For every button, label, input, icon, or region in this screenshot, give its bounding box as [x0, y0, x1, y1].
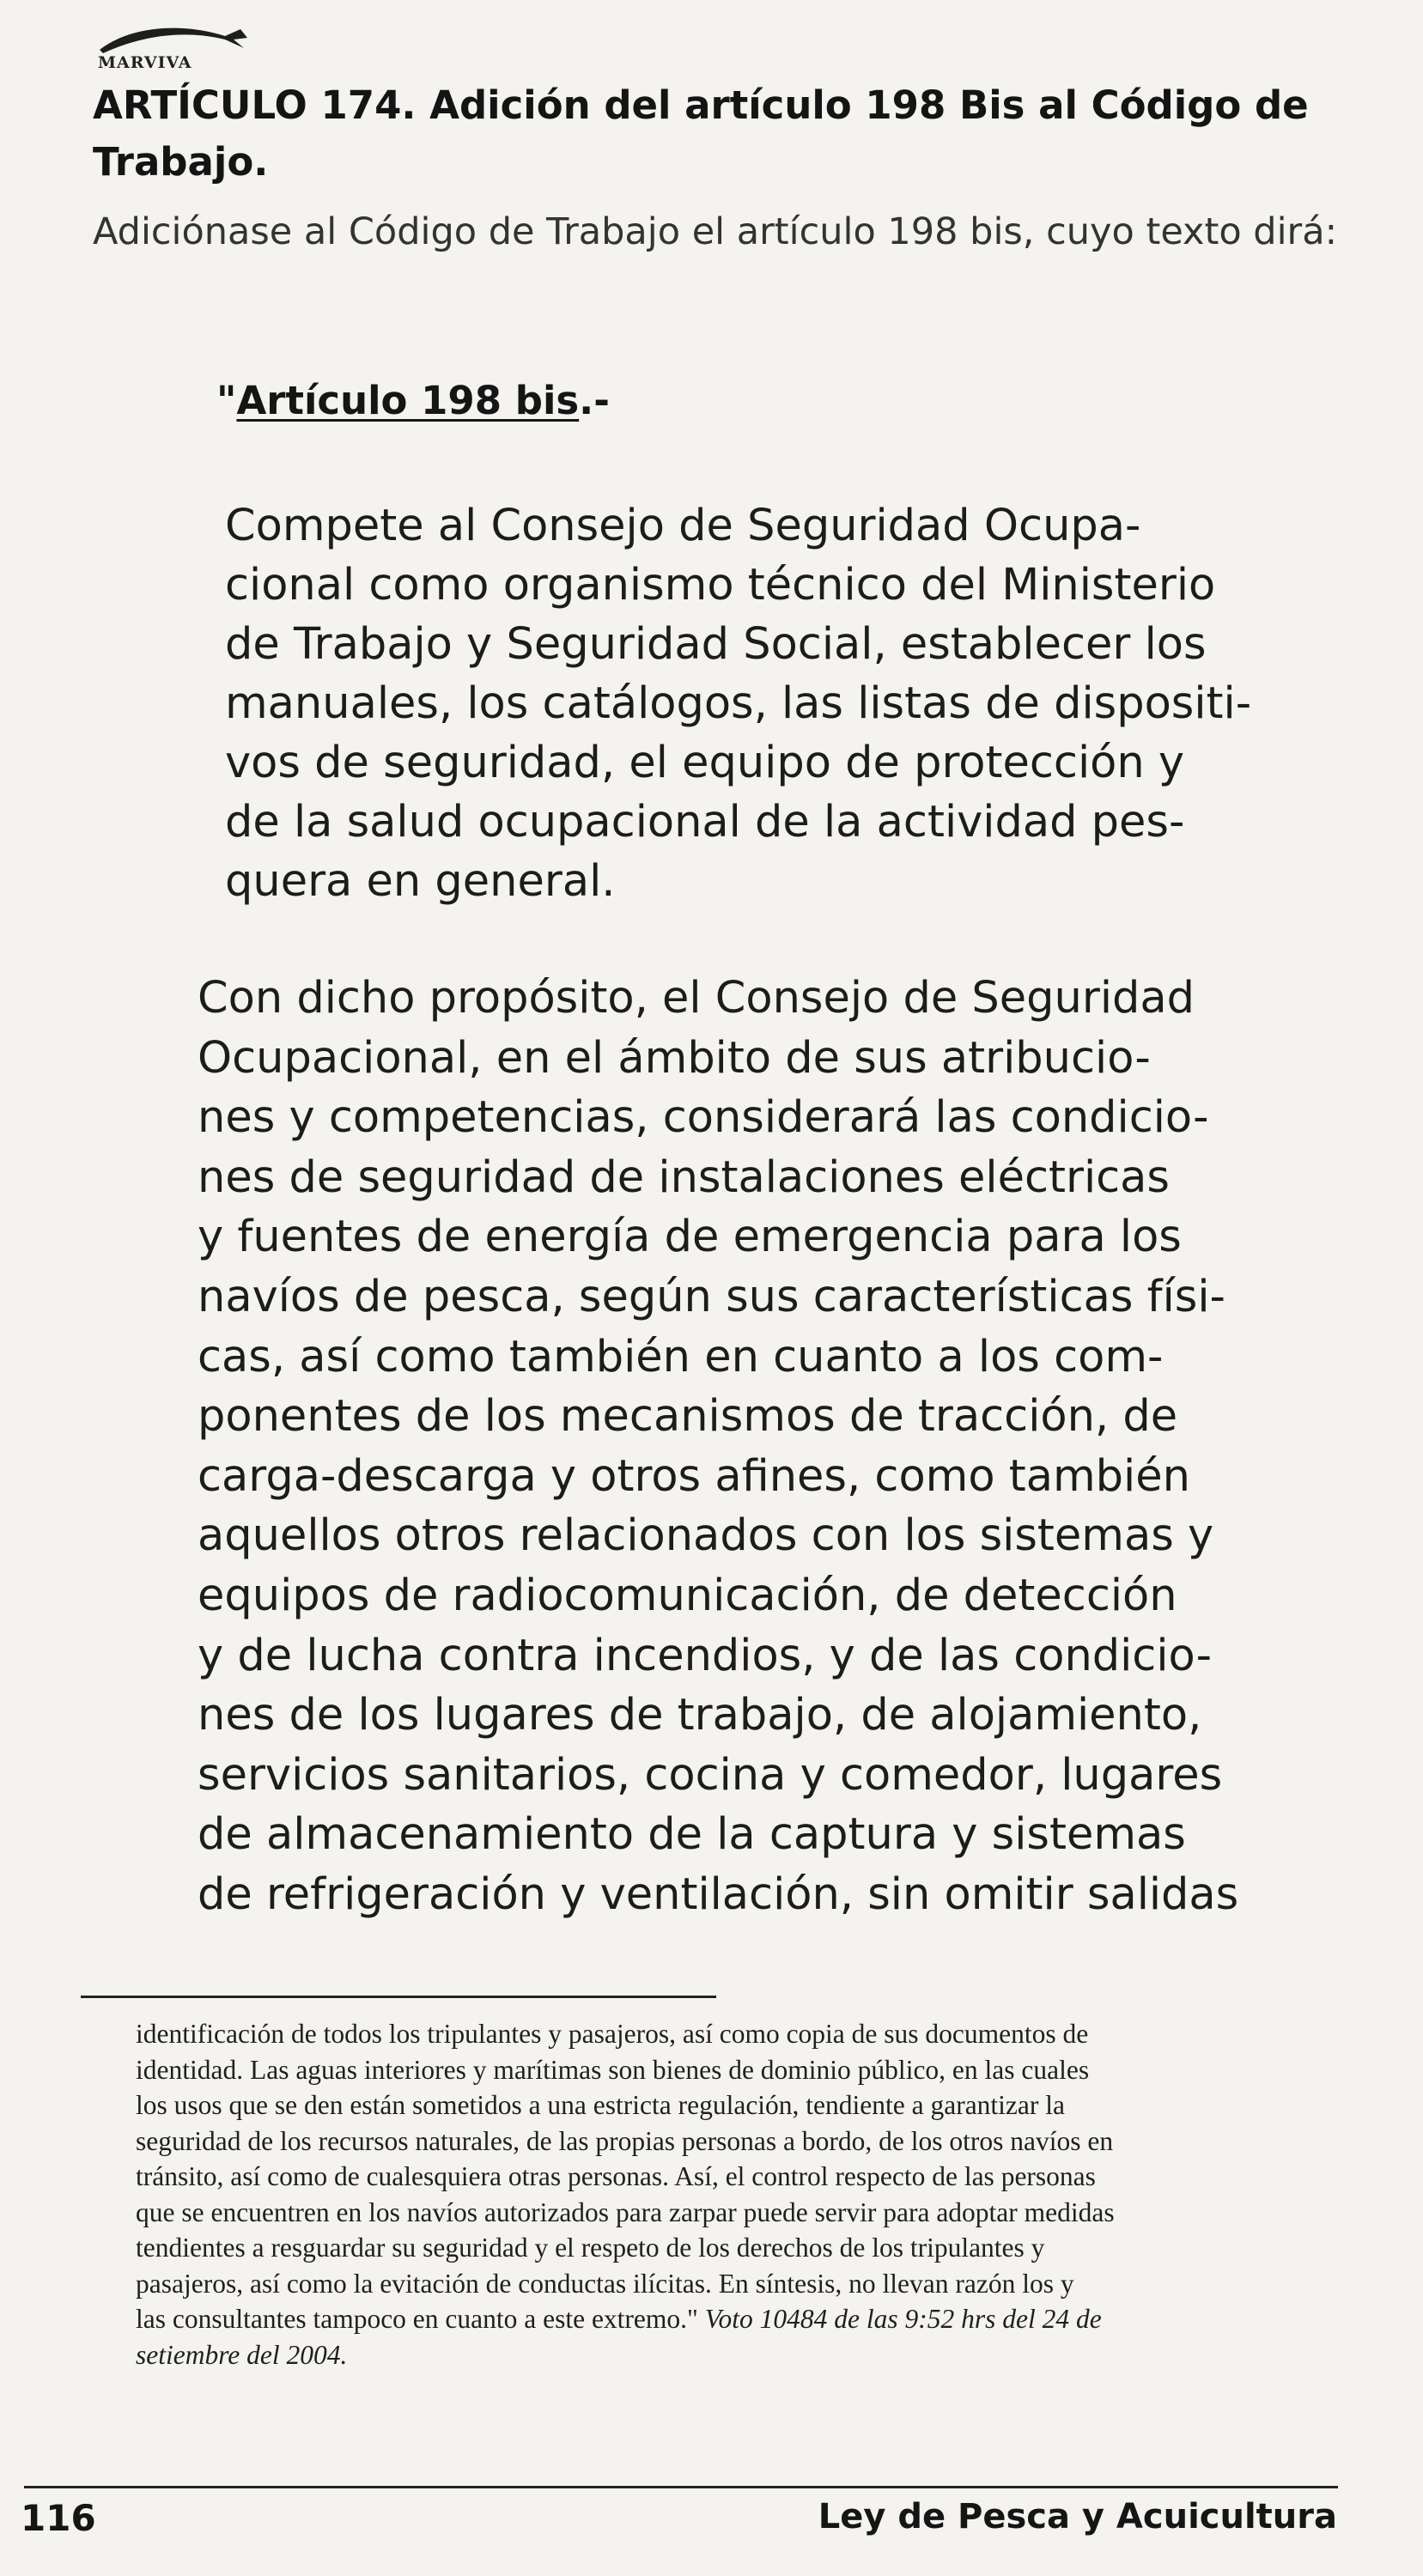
- footnote-citation-end: setiembre del 2004.: [136, 2339, 348, 2370]
- footnote-line: que se encuentren en los navíos autorizados para zarpar puede servir para adoptar medidas: [136, 2196, 1115, 2227]
- paragraph-line: y de lucha contra incendios, y de las condicio-: [198, 1630, 1213, 1681]
- paragraph-line: Con dicho propósito, el Consejo de Seguridad: [198, 973, 1195, 1024]
- marviva-logo: [96, 19, 259, 70]
- footnote-quote-end: las consultantes tampoco en cuanto a este extremo.": [136, 2304, 698, 2334]
- footnote-line: tendientes a resguardar su seguridad y el respeto de los derechos de los tripulantes y: [136, 2233, 1045, 2263]
- article-title-underlined: Artículo 198 bis: [236, 378, 580, 423]
- paragraph-line: nes y competencias, considerará las condicio-: [198, 1092, 1209, 1144]
- paragraph-line: servicios sanitarios, cocina y comedor, lugares: [198, 1749, 1223, 1801]
- paragraph-line: cas, así como también en cuanto a los com-: [198, 1331, 1164, 1382]
- paragraph-line: quera en general.: [225, 856, 616, 907]
- footnote-line: identidad. Las aguas interiores y marítimas son bienes de dominio público, en las cuales: [136, 2054, 1090, 2085]
- footnote: [136, 2016, 1338, 2372]
- intro-text: Adiciónase al Código de Trabajo el artículo 198 bis, cuyo texto dirá:: [93, 210, 1338, 253]
- paragraph-line: de Trabajo y Seguridad Social, establecer los: [225, 619, 1207, 670]
- footnote-line: identificación de todos los tripulantes y pasajeros, así como copia de sus documentos de: [136, 2019, 1089, 2049]
- paragraph-line: Compete al Consejo de Seguridad Ocupa-: [225, 501, 1141, 551]
- paragraph-line: aquellos otros relacionados con los sistemas y: [198, 1510, 1214, 1562]
- logo-text: MARVIVA: [98, 53, 192, 72]
- footnote-line: pasajeros, así como la evitación de conductas ilícitas. En síntesis, no llevan razón los y: [136, 2268, 1074, 2299]
- footnote-line: [136, 2301, 1338, 2337]
- paragraph-line: carga-descarga y otros afines, como también: [198, 1450, 1190, 1502]
- paragraph-line: Ocupacional, en el ámbito de sus atribucio-: [198, 1032, 1151, 1084]
- paragraph-line: equipos de radiocomunicación, de detección: [198, 1570, 1177, 1621]
- footnote-citation: Voto 10484 de las 9:52 hrs del 24 de: [704, 2304, 1102, 2334]
- paragraph-line: de almacenamiento de la captura y sistemas: [198, 1809, 1186, 1861]
- wave-icon: [96, 19, 259, 57]
- paragraph-line: de refrigeración y ventilación, sin omitir salidas: [198, 1868, 1239, 1920]
- footnote-line: seguridad de los recursos naturales, de las propias personas a bordo, de los otros navíos en: [136, 2125, 1114, 2156]
- running-title: Ley de Pesca y Acuicultura: [818, 2497, 1337, 2537]
- paragraph-line: manuales, los catálogos, las listas de dispositi-: [225, 678, 1252, 729]
- article-label-suffix: .-: [579, 378, 610, 423]
- paragraph-line: nes de los lugares de trabajo, de alojamiento,: [198, 1690, 1202, 1741]
- footnote-line: tránsito, así como de cualesquiera otras personas. Así, el control respecto de las personas: [136, 2161, 1096, 2191]
- paragraph-line: vos de seguridad, el equipo de protección y: [225, 738, 1185, 788]
- paragraph-line: nes de seguridad de instalaciones eléctricas: [198, 1151, 1170, 1203]
- paragraph-line: navíos de pesca, según sus características físi-: [198, 1271, 1225, 1322]
- paragraph-line: y fuentes de energía de emergencia para los: [198, 1212, 1182, 1263]
- article-heading: ARTÍCULO 174. Adición del artículo 198 Bis al Código de Trabajo.: [93, 82, 1309, 185]
- paragraph-2: [198, 969, 1262, 1925]
- article-198-bis-label: [216, 378, 610, 423]
- paragraph-line: ponentes de los mecanismos de tracción, de: [198, 1391, 1178, 1443]
- footer-rule: [24, 2486, 1338, 2488]
- paragraph-line: de la salud ocupacional de la actividad pes-: [225, 797, 1185, 848]
- paragraph-line: cional como organismo técnico del Ministerio: [225, 560, 1216, 611]
- paragraph-1: [225, 496, 1273, 911]
- footnote-divider: [81, 1996, 716, 1998]
- footnote-line: los usos que se den están sometidos a una estricta regulación, tendiente a garantizar la: [136, 2090, 1065, 2120]
- open-quote: ": [216, 378, 237, 423]
- page-number: 116: [21, 2497, 96, 2539]
